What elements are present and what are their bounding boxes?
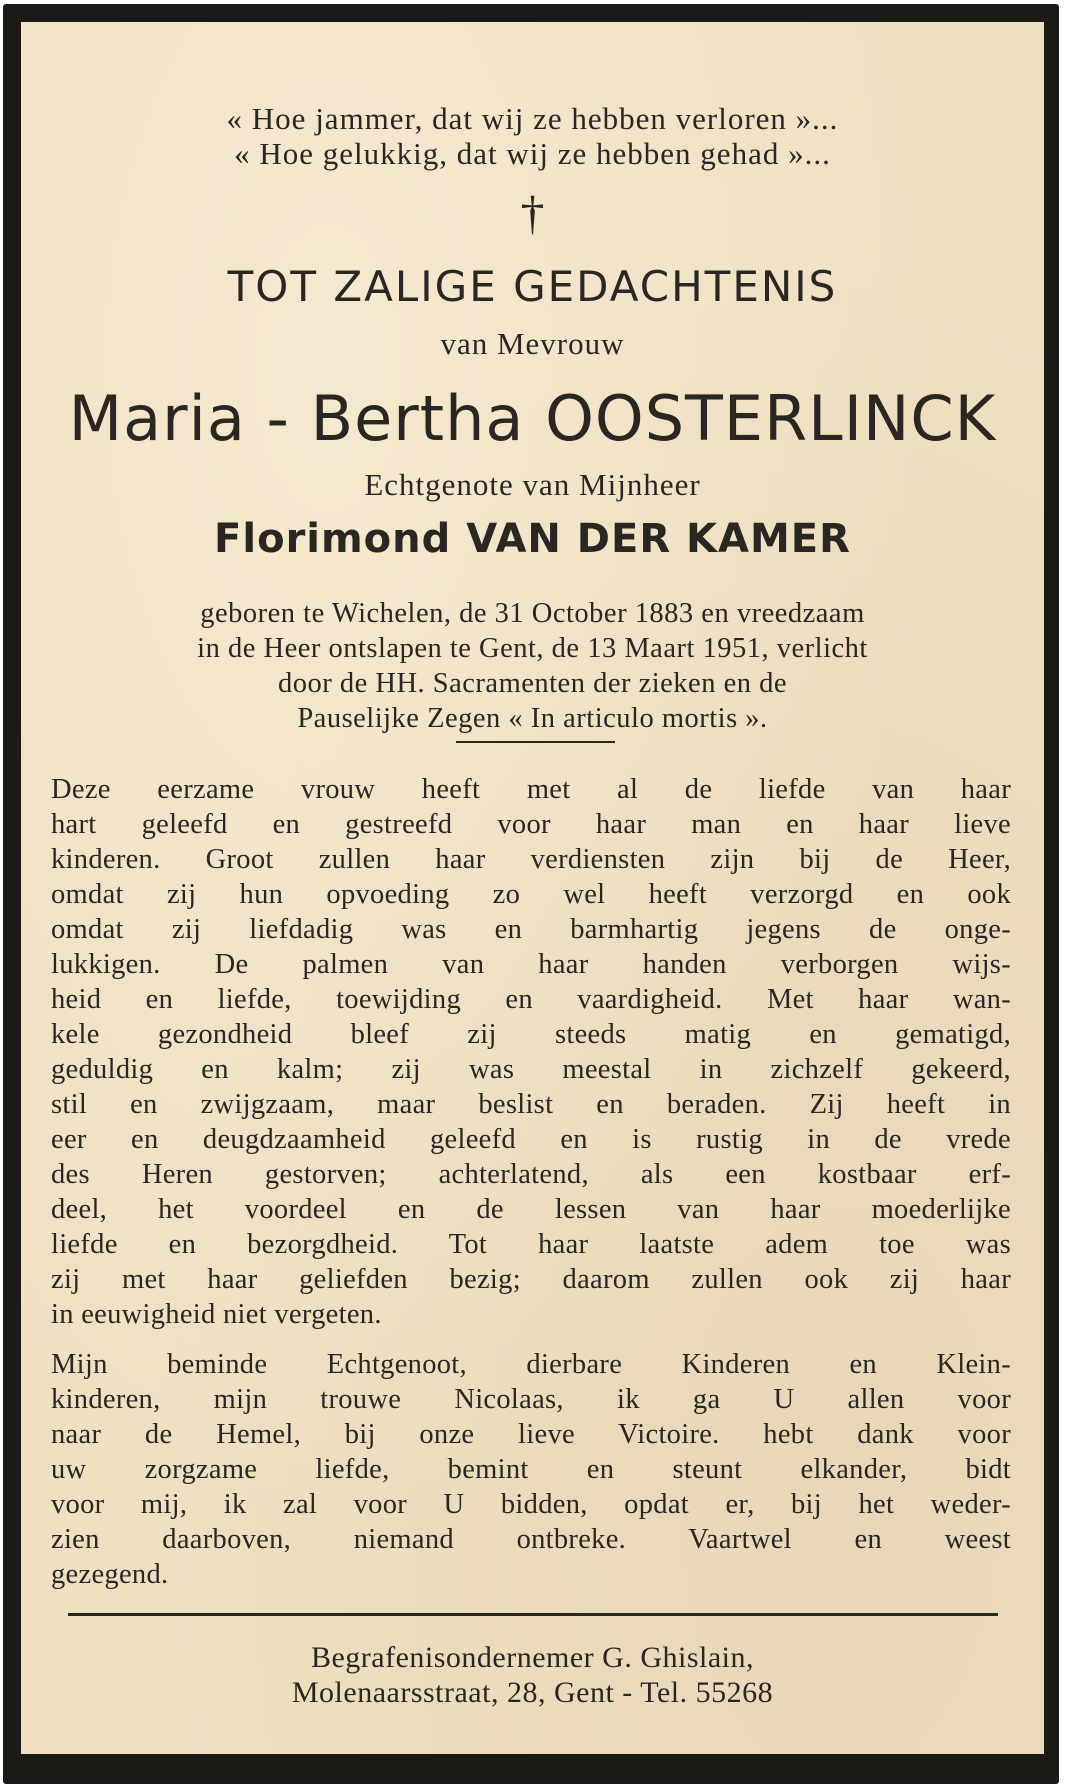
deceased-name: Maria - Bertha OOSTERLINCK	[68, 382, 997, 455]
paragraph-line: Mijn beminde Echtgenoot, dierbare Kinderen en Klein-	[51, 1349, 1011, 1380]
undertaker-info	[21, 1640, 1044, 1710]
spouse-name: Florimond VAN DER KAMER	[214, 516, 851, 562]
bio-line: geboren te Wichelen, de 31 October 1883 en vreedzaam	[200, 598, 865, 629]
divider-short	[456, 741, 615, 743]
quote-line-2: « Hoe gelukkig, dat wij ze hebben gehad »...	[234, 136, 831, 171]
bio-line: in de Heer ontslapen te Gent, de 13 Maart 1951, verlicht	[197, 633, 868, 664]
tribute-paragraph	[51, 772, 1011, 1332]
biography	[21, 596, 1044, 736]
paragraph-line: eer en deugdzaamheid geleefd en is rustig in de vrede	[51, 1124, 1011, 1155]
cross-icon: †	[520, 187, 545, 240]
paragraph-line: zien daarboven, niemand ontbreke. Vaartwel en weest	[51, 1524, 1011, 1555]
memorial-heading: TOT ZALIGE GEDACHTENIS	[227, 262, 838, 311]
paragraph-line: kinderen, mijn trouwe Nicolaas, ik ga U allen voor	[51, 1384, 1011, 1415]
paragraph-line: naar de Hemel, bij onze lieve Victoire. hebt dank voor	[51, 1419, 1011, 1450]
paragraph-line: in eeuwigheid niet vergeten.	[51, 1299, 382, 1330]
paragraph-line: voor mij, ik zal voor U bidden, opdat er, bij het weder-	[51, 1489, 1011, 1520]
farewell-paragraph	[51, 1347, 1011, 1592]
paragraph-line: deel, het voordeel en de lessen van haar moederlijke	[51, 1194, 1011, 1225]
paragraph-line: Deze eerzame vrouw heeft met al de liefde van haar	[51, 774, 1011, 805]
bio-line: door de HH. Sacramenten der zieken en de	[277, 668, 788, 699]
paragraph-line: kinderen. Groot zullen haar verdiensten zijn bij de Heer,	[51, 844, 1011, 875]
paragraph-line: omdat zij liefdadig was en barmhartig jegens de onge-	[51, 914, 1011, 945]
divider-long	[68, 1613, 998, 1616]
paragraph-line: des Heren gestorven; achterlatend, als een kostbaar erf-	[51, 1159, 1011, 1190]
paragraph-line: uw zorgzame liefde, bemint en steunt elkander, bidt	[51, 1454, 1011, 1485]
paragraph-line: hart geleefd en gestreefd voor haar man en haar lieve	[51, 809, 1011, 840]
paragraph-line: omdat zij hun opvoeding zo wel heeft verzorgd en ook	[51, 879, 1011, 910]
bio-line: Pauselijke Zegen « In articulo mortis ».	[297, 703, 768, 734]
paragraph-line: liefde en bezorgdheid. Tot haar laatste adem toe was	[51, 1229, 1011, 1260]
undertaker-address: Molenaarsstraat, 28, Gent - Tel. 55268	[291, 1676, 774, 1709]
paragraph-line: stil en zwijgzaam, maar beslist en beraden. Zij heeft in	[51, 1089, 1011, 1120]
memorial-card	[3, 4, 1059, 1784]
paragraph-line: gezegend.	[51, 1559, 169, 1590]
van-mevrouw-line: van Mevrouw	[440, 326, 625, 361]
paragraph-line: zij met haar geliefden bezig; daarom zullen ook zij haar	[51, 1264, 1011, 1295]
paragraph-line: geduldig en kalm; zij was meestal in zichzelf gekeerd,	[51, 1054, 1011, 1085]
card-paper	[21, 22, 1044, 1754]
paragraph-line: heid en liefde, toewijding en vaardigheid. Met haar wan-	[51, 984, 1011, 1015]
paragraph-line: kele gezondheid bleef zij steeds matig en gematigd,	[51, 1019, 1011, 1050]
undertaker-name: Begrafenisondernemer G. Ghislain,	[310, 1641, 755, 1674]
paragraph-line: lukkigen. De palmen van haar handen verborgen wijs-	[51, 949, 1011, 980]
spouse-intro: Echtgenote van Mijnheer	[364, 467, 701, 502]
quote-line-1: « Hoe jammer, dat wij ze hebben verloren »...	[226, 101, 839, 136]
